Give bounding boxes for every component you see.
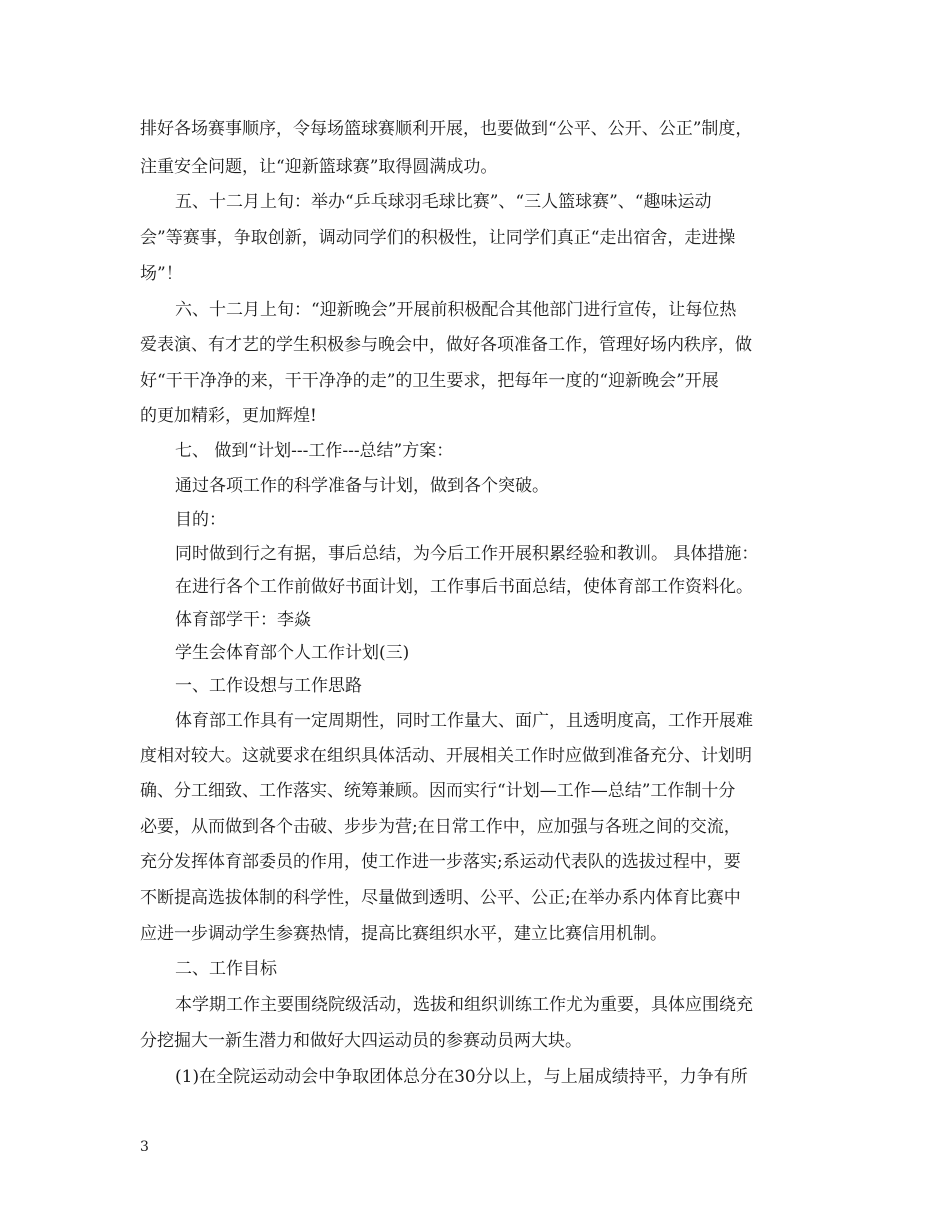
text-line: 注重安全问题，让“迎新篮球赛”取得圆满成功。	[140, 157, 498, 177]
text-line: 一、工作设想与工作思路	[175, 676, 362, 696]
page-number: 3	[140, 1139, 149, 1155]
text-line: 在进行各个工作前做好书面计划，工作事后书面总结，使体育部工作资料化。	[175, 577, 753, 597]
text-line: 目的：	[175, 510, 226, 530]
text-line: 不断提高选拔体制的科学性，尽量做到透明、公平、公正;在举办系内体育比赛中	[140, 888, 741, 908]
text-line: 通过各项工作的科学准备与计划，做到各个突破。	[175, 476, 549, 496]
text-line: 五、十二月上旬：举办“乒乓球羽毛球比赛”、“三人篮球赛”、“趣味运动	[175, 192, 712, 212]
text-line: 同时做到行之有据，事后总结，为今后工作开展积累经验和教训。 具体措施：	[175, 544, 759, 564]
text-line: 度相对较大。这就要求在组织具体活动、开展相关工作时应做到准备充分、计划明	[140, 746, 752, 766]
text-line: 体育部学干：李焱	[175, 610, 311, 630]
text-line: 排好各场赛事顺序，令每场篮球赛顺利开展，也要做到“公平、公开、公正”制度，	[140, 119, 753, 139]
text-line: 应进一步调动学生参赛热情，提高比赛组织水平，建立比赛信用机制。	[140, 924, 667, 944]
text-line: 会”等赛事，争取创新，调动同学们的积极性，让同学们真正“走出宿舍，走进操	[140, 228, 736, 248]
text-line: 七、 做到“计划---工作---总结”方案：	[175, 441, 454, 461]
text-line: 学生会体育部个人工作计划(三)	[175, 643, 410, 663]
text-line: 二、工作目标	[175, 959, 277, 979]
text-line: 本学期工作主要围绕院级活动，选拔和组织训练工作尤为重要，具体应围绕充	[175, 995, 753, 1015]
text-line: 确、分工细致、工作落实、统筹兼顾。因而实行“计划—工作—总结”工作制十分	[140, 781, 736, 801]
text-line: 的更加精彩，更加辉煌!	[140, 406, 317, 426]
text-line: 分挖掘大一新生潜力和做好大四运动员的参赛动员两大块。	[140, 1031, 582, 1051]
text-line: (1)在全院运动动会中争取团体总分在30分以上，与上届成绩持平，力争有所	[175, 1067, 748, 1087]
text-line: 充分发挥体育部委员的作用，使工作进一步落实;系运动代表队的选拔过程中，要	[140, 852, 741, 872]
text-line: 爱表演、有才艺的学生积极参与晚会中，做好各项准备工作，管理好场内秩序，做	[140, 335, 752, 355]
text-line: 好“干干净净的来，干干净净的走”的卫生要求，把每年一度的“迎新晚会”开展	[140, 371, 719, 391]
text-line: 体育部工作具有一定周期性，同时工作量大、面广，且透明度高，工作开展难	[175, 711, 753, 731]
text-line: 必要，从而做到各个击破、步步为营;在日常工作中，应加强与各班之间的交流，	[140, 817, 741, 837]
text-line: 场”！	[140, 264, 183, 284]
text-line: 六、十二月上旬：“迎新晚会”开展前积极配合其他部门进行宣传，让每位热	[175, 300, 737, 320]
